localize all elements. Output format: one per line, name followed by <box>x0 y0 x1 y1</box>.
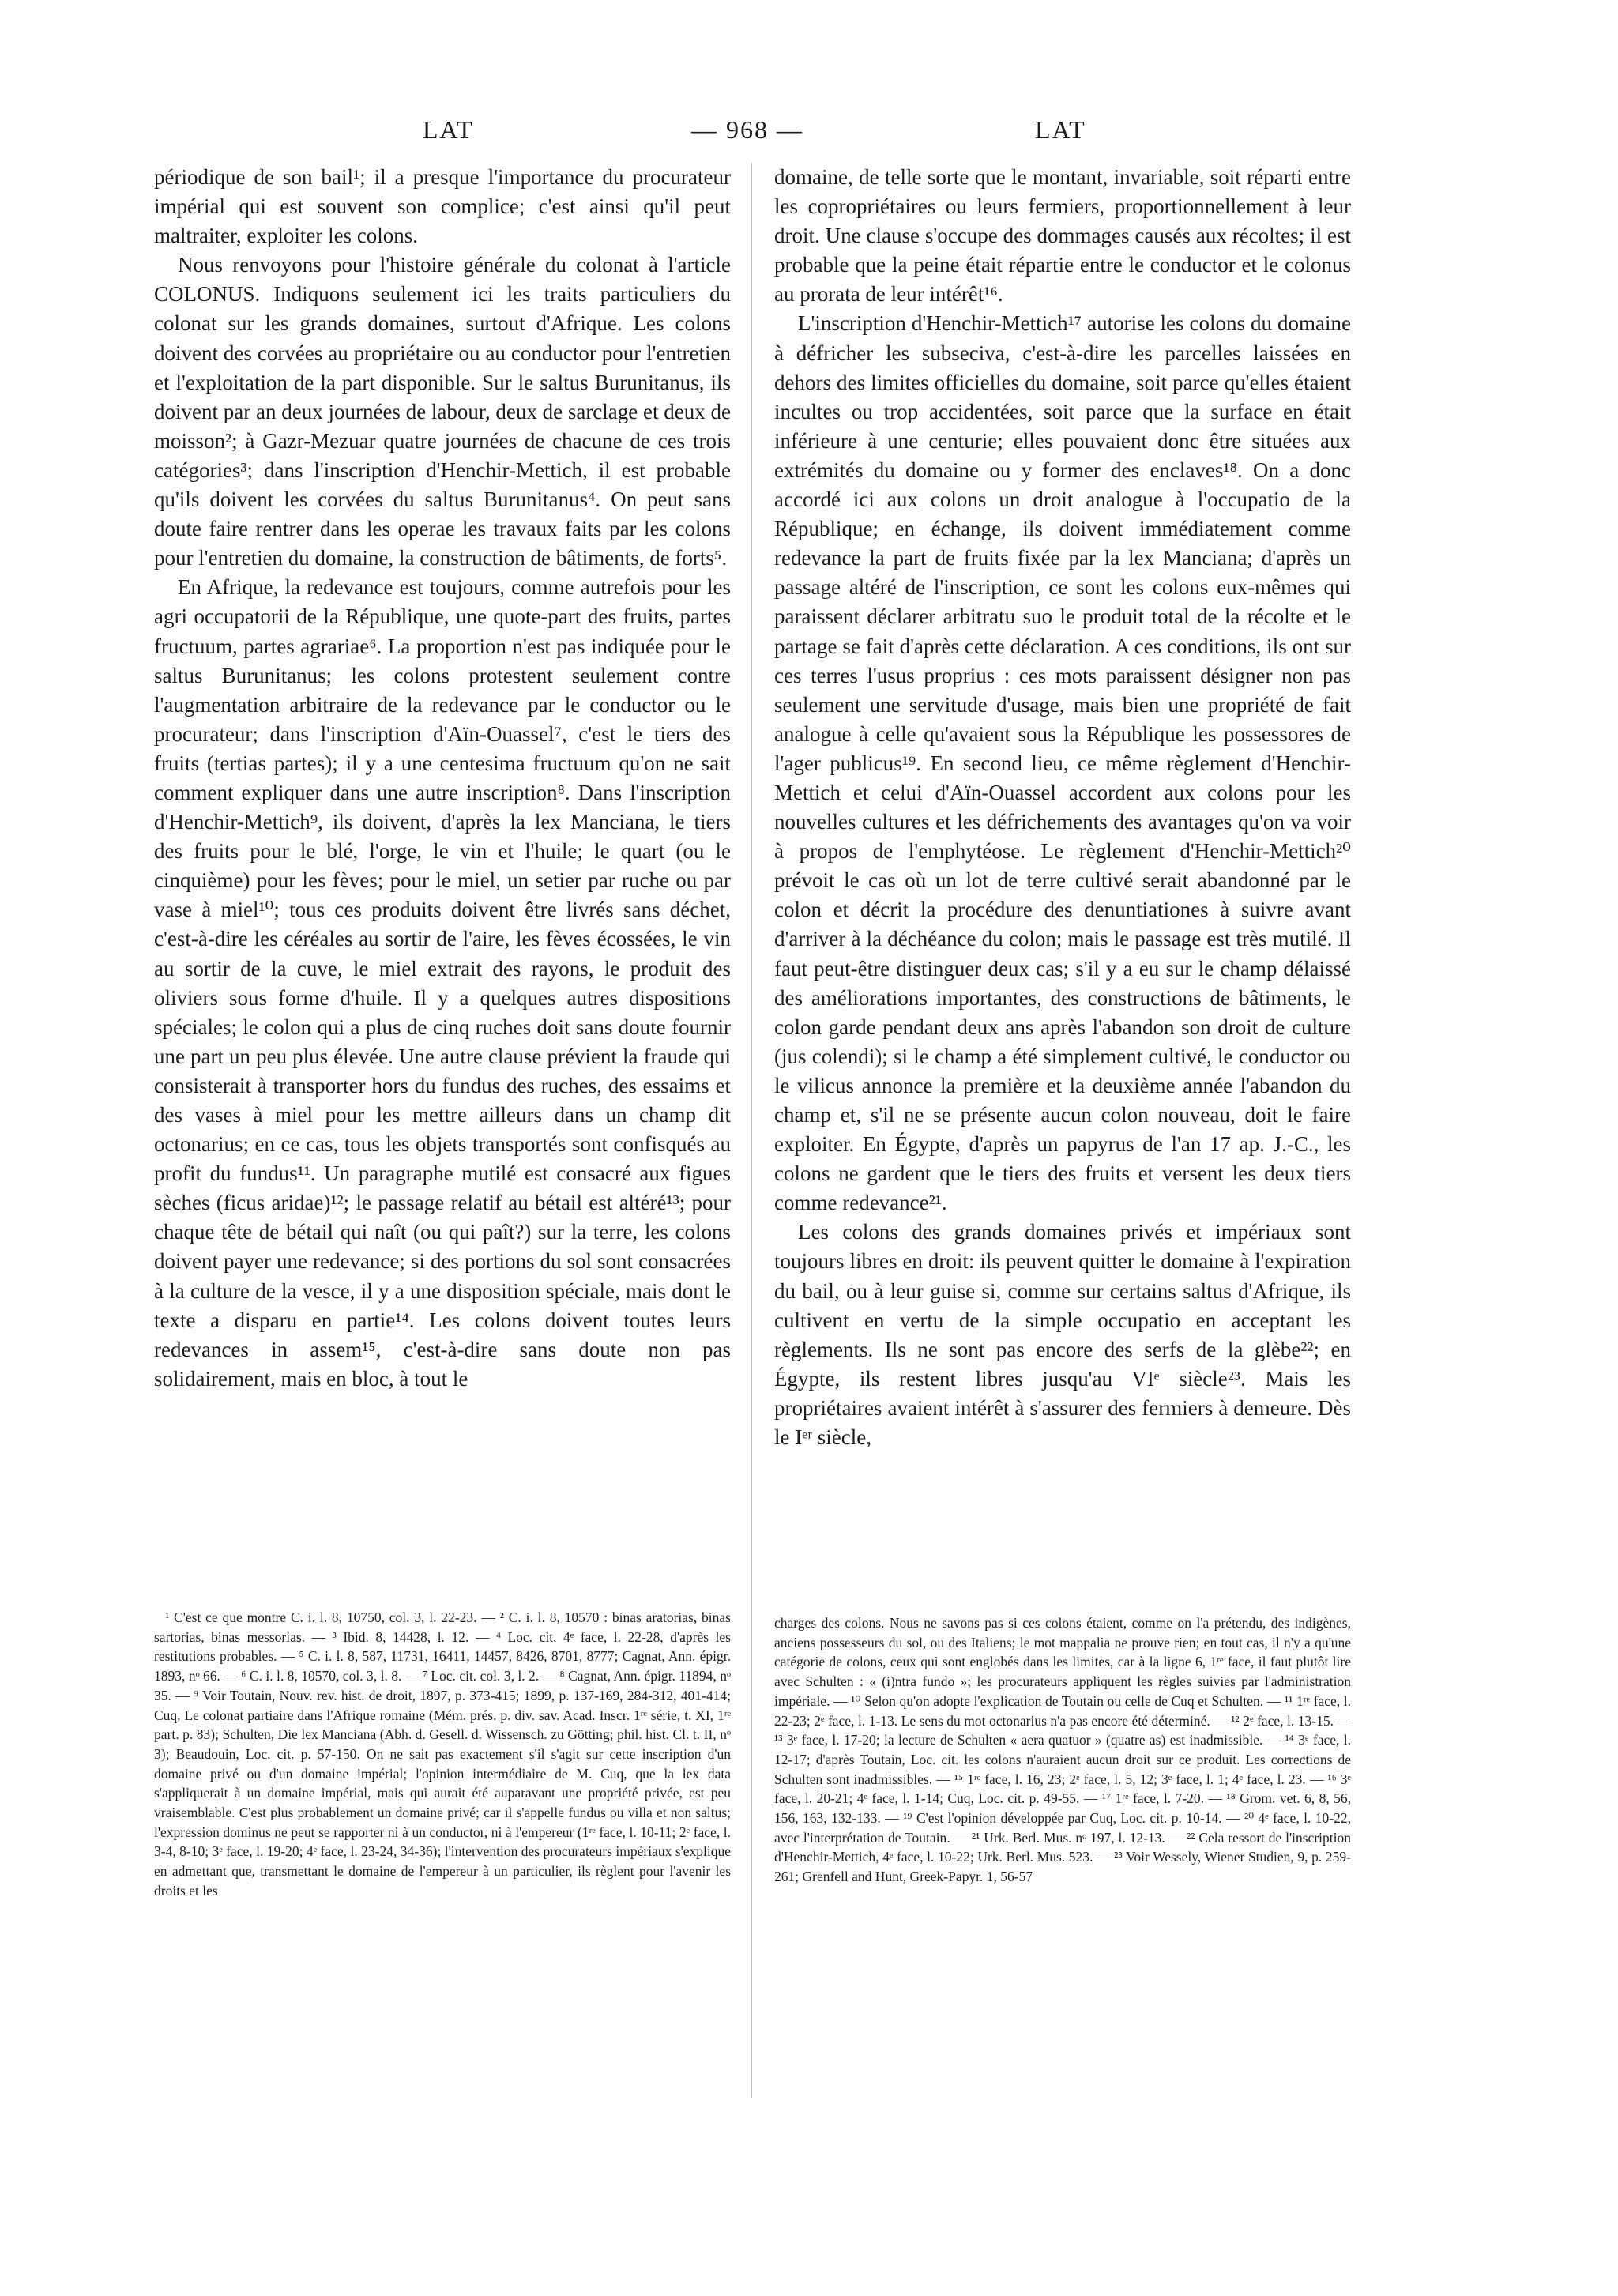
left-paragraph-1: périodique de son bail¹; il a presque l'importance du procurateur impérial qui est souvent son complice; c'est ainsi qu'il peut maltraiter, exploiter les colons. <box>154 165 731 248</box>
right-paragraph-2: L'inscription d'Henchir-Mettich¹⁷ autorise les colons du domaine à défricher les subseciva, c'est-à-dire les parcelles laissées en dehors des limites officielles du domaine, soit parce qu'elles étaient incultes ou trop accidentées, soit parce que la surface en était inférieure à une centurie; elles pouvaient donc être situées aux extrémités du domaine ou y former des enclaves¹⁸. On a donc accordé ici aux colons un droit analogue à l'occupatio de la République; en échange, ils doivent immédiatement comme redevance la part de fruits fixée par la lex Manciana; d'après un passage altéré de l'inscription, ce sont les colons eux-mêmes qui paraissent déclarer arbitratu suo le produit total de la récolte et le partage se fait d'après cette déclaration. A ces conditions, ils ont sur ces terres l'usus proprius : ces mots paraissent désigner non pas seulement une servitude d'usage, mais bien une propriété de fait analogue à celle qu'avaient sous la République les possessores de l'ager publicus¹⁹. En second lieu, ce même règlement d'Henchir-Mettich et celui d'Aïn-Ouassel accordent aux colons pour les nouvelles cultures et les défrichements des avantages qu'on va voir à propos de l'emphytéose. Le règlement d'Henchir-Mettich²⁰ prévoit le cas où un lot de terre cultivé serait abandonné par le colon et décrit la procédure des denuntiationes à suivre avant d'arriver à la déchéance du colon; mais le passage est très mutilé. Il faut peut-être distinguer deux cas; s'il y a eu sur le champ délaissé des améliorations importantes, des constructions de bâtiments, le colon garde pendant deux ans après l'abandon son droit de culture (jus colendi); si le champ a été simplement cultivé, le conductor ou le vilicus annonce la première et la deuxième année l'abandon du champ et, s'il ne se présente aucun colon nouveau, doit le faire exploiter. En Égypte, d'après un papyrus de l'an 17 ap. J.-C., les colons ne gardent que le tiers des fruits et versent les deux tiers comme redevance²¹. <box>774 311 1351 1215</box>
left-column <box>154 163 731 1394</box>
column-divider <box>751 163 752 2098</box>
footnotes-right <box>774 1613 1351 1887</box>
footnote-block-right: charges des colons. Nous ne savons pas si ces colons étaient, comme on l'a prétendu, des indigènes, anciens possesseurs du sol, ou des Italiens; le mot mappalia ne prouve rien; en tout cas, il n'y a qu'une catégorie de colons, ceux qui sont englobés dans les limites, car à la ligne 6, 1ʳᵉ face, il faut plutôt lire avec Schulten : « (i)ntra fundo »; les procurateurs appliquent les règles suivies par l'administration impériale. — ¹⁰ Selon qu'on adopte l'explication de Toutain ou celle de Cuq et Schulten. — ¹¹ 1ʳᵉ face, l. 22-23; 2ᵉ face, l. 1-13. Le sens du mot octonarius n'a pas encore été déterminé. — ¹² 2ᵉ face, l. 13-15. — ¹³ 3ᵉ face, l. 17-20; la lecture de Schulten « aera quatuor » (quatre as) est inadmissible. — ¹⁴ 3ᵉ face, l. 12-17; d'après Toutain, Loc. cit. les colons n'auraient aucun droit sur ce produit. Les corrections de Schulten sont inadmissibles. — ¹⁵ 1ʳᵉ face, l. 16, 23; 2ᵉ face, l. 5, 12; 3ᵉ face, l. 1; 4ᵉ face, l. 23. — ¹⁶ 3ᵉ face, l. 20-21; 4ᵉ face, l. 1-14; Cuq, Loc. cit. p. 49-55. — ¹⁷ 1ʳᵉ face, l. 7-20. — ¹⁸ Grom. vet. 6, 8, 56, 156, 163, 132-133. — ¹⁹ C'est l'opinion développée par Cuq, Loc. cit. p. 10-14. — ²⁰ 4ᵉ face, l. 10-22, avec l'interprétation de Toutain. — ²¹ Urk. Berl. Mus. nᵒ 197, l. 12-13. — ²² Cela ressort de l'inscription d'Henchir-Mettich, 4ᵉ face, l. 10-22; Urk. Berl. Mus. 523. — ²³ Voir Wessely, Wiener Studien, 9, p. 259-261; Grenfell and Hunt, Greek-Papyr. 1, 56-57 <box>774 1615 1351 1885</box>
running-head-left: LAT <box>423 115 474 144</box>
left-paragraph-3: En Afrique, la redevance est toujours, comme autrefois pour les agri occupatorii de la République, une quote-part des fruits, partes fructuum, partes agrariae⁶. La proportion n'est pas indiquée pour le saltus Burunitanus; les colons protestent seulement contre l'augmentation arbitraire de la redevance par le conductor ou le procurateur; dans l'inscription d'Aïn-Ouassel⁷, c'est le tiers des fruits (tertias partes); il y a une centesima fructuum qu'on ne sait comment expliquer dans une autre inscription⁸. Dans l'inscription d'Henchir-Mettich⁹, ils doivent, d'après la lex Manciana, le tiers des fruits pour le blé, l'orge, le vin et l'huile; le quart (ou le cinquième) pour les fèves; pour le miel, un setier par ruche ou par vase à miel¹⁰; tous ces produits doivent être livrés sans déchet, c'est-à-dire les céréales au sortir de l'aire, les fèves écossées, le vin au sortir de la cuve, le miel extrait des rayons, le produit des oliviers sous forme d'huile. Il y a quelques autres dispositions spéciales; le colon qui a plus de cinq ruches doit sans doute fournir une part un peu plus élevée. Une autre clause prévient la fraude qui consisterait à transporter hors du fundus des ruches, des essaims et des vases à miel pour les mettre ailleurs dans un champ dit octonarius; en ce cas, tous les objets transportés sont confisqués au profit du fundus¹¹. Un paragraphe mutilé est consacré aux figues sèches (ficus aridae)¹²; le passage relatif au bétail est altéré¹³; pour chaque tête de bétail qui naît (ou qui paît?) sur la terre, les colons doivent payer une redevance; si des portions du sol sont consacrées à la culture de la vesce, il y a une disposition spéciale, mais dont le texte a disparu en partie¹⁴. Les colons doivent toutes leurs redevances in assem¹⁵, c'est-à-dire sans doute non pas solidairement, mais en bloc, à tout le <box>154 575 731 1391</box>
footnotes-left <box>154 1608 731 1901</box>
right-paragraph-1: domaine, de telle sorte que le montant, invariable, soit réparti entre les copropriétaires ou leurs fermiers, proportionnellement à leur droit. Une clause s'occupe des dommages causés aux récoltes; il est probable que la peine était répartie entre le conductor et le colonus au prorata de leur intérêt¹⁶. <box>774 165 1351 307</box>
footnote-block-left: ¹ C'est ce que montre C. i. l. 8, 10750, col. 3, l. 22-23. — ² C. i. l. 8, 10570 : binas aratorias, binas sartorias, binas messorias. — ³ Ibid. 8, 14428, l. 12. — ⁴ Loc. cit. 4ᵉ face, l. 22-28, d'après les restitutions probables. — ⁵ C. i. l. 8, 587, 11731, 16411, 14457, 8426, 8701, 8777; Cagnat, Ann. épigr. 1893, nᵒ 66. — ⁶ C. i. l. 8, 10570, col. 3, l. 8. — ⁷ Loc. cit. col. 3, l. 2. — ⁸ Cagnat, Ann. épigr. 11894, nᵒ 35. — ⁹ Voir Toutain, Nouv. rev. hist. de droit, 1897, p. 373-415; 1899, p. 137-169, 284-312, 401-414; Cuq, Le colonat partiaire dans l'Afrique romaine (Mém. prés. p. div. sav. Acad. Inscr. 1ʳᵉ série, t. XI, 1ʳᵉ part. p. 83); Schulten, Die lex Manciana (Abh. d. Gesell. d. Wissensch. zu Götting; phil. hist. Cl. t. II, nᵒ 3); Beaudouin, Loc. cit. p. 57-150. On ne sait pas exactement s'il s'agit sur cette inscription d'un domaine privé ou d'un domaine impérial; l'opinion intermédiaire de M. Cuq, que la lex data s'appliquerait à un domaine impérial, mais qui aurait été auparavant une propriété privée, est peu vraisemblable. C'est plus probablement un domaine privé; car il s'appelle fundus ou villa et non saltus; l'expression dominus ne peut se rapporter ni à un conductor, ni à l'empereur (1ʳᵉ face, l. 10-11; 2ᵉ face, l. 3-4, 8-10; 3ᵉ face, l. 19-20; 4ᵉ face, l. 23-24, 34-36); l'intervention des procurateurs impériaux s'explique en admettant que, transmettant le domaine de l'empereur à un particulier, ils règlent pour l'avenir les droits et les <box>154 1609 731 1899</box>
right-paragraph-3: Les colons des grands domaines privés et impériaux sont toujours libres en droit: ils peuvent quitter le domaine à l'expiration du bail, ou à leur guise si, comme sur certains saltus d'Afrique, ils cultivent en vertu de la simple occupatio en acceptant les règlements. Ils ne sont pas encore des serfs de la glèbe²²; en Égypte, ils restent libres jusqu'au VIᵉ siècle²³. Mais les propriétaires avaient intérêt à s'assurer des fermiers à demeure. Dès le Iᵉʳ siècle, <box>774 1220 1351 1450</box>
running-head <box>154 115 1363 155</box>
running-head-right: LAT <box>1035 115 1086 144</box>
right-column <box>774 163 1351 1452</box>
page-number: — 968 — <box>691 115 803 144</box>
left-paragraph-2: Nous renvoyons pour l'histoire générale du colonat à l'article COLONUS. Indiquons seulement ici les traits particuliers du colonat sur les grands domaines, surtout d'Afrique. Les colons doivent des corvées au propriétaire ou au conductor pour l'entretien et l'exploitation de la part disponible. Sur le saltus Burunitanus, ils doivent par an deux journées de labour, deux de sarclage et deux de moisson²; à Gazr-Mezuar quatre journées de chacune de ces trois catégories³; dans l'inscription d'Henchir-Mettich, il est probable qu'ils doivent les corvées du saltus Burunitanus⁴. On peut sans doute faire rentrer dans les operae les travaux faits par les colons pour l'entretien du domaine, la construction de bâtiments, de forts⁵. <box>154 253 731 570</box>
